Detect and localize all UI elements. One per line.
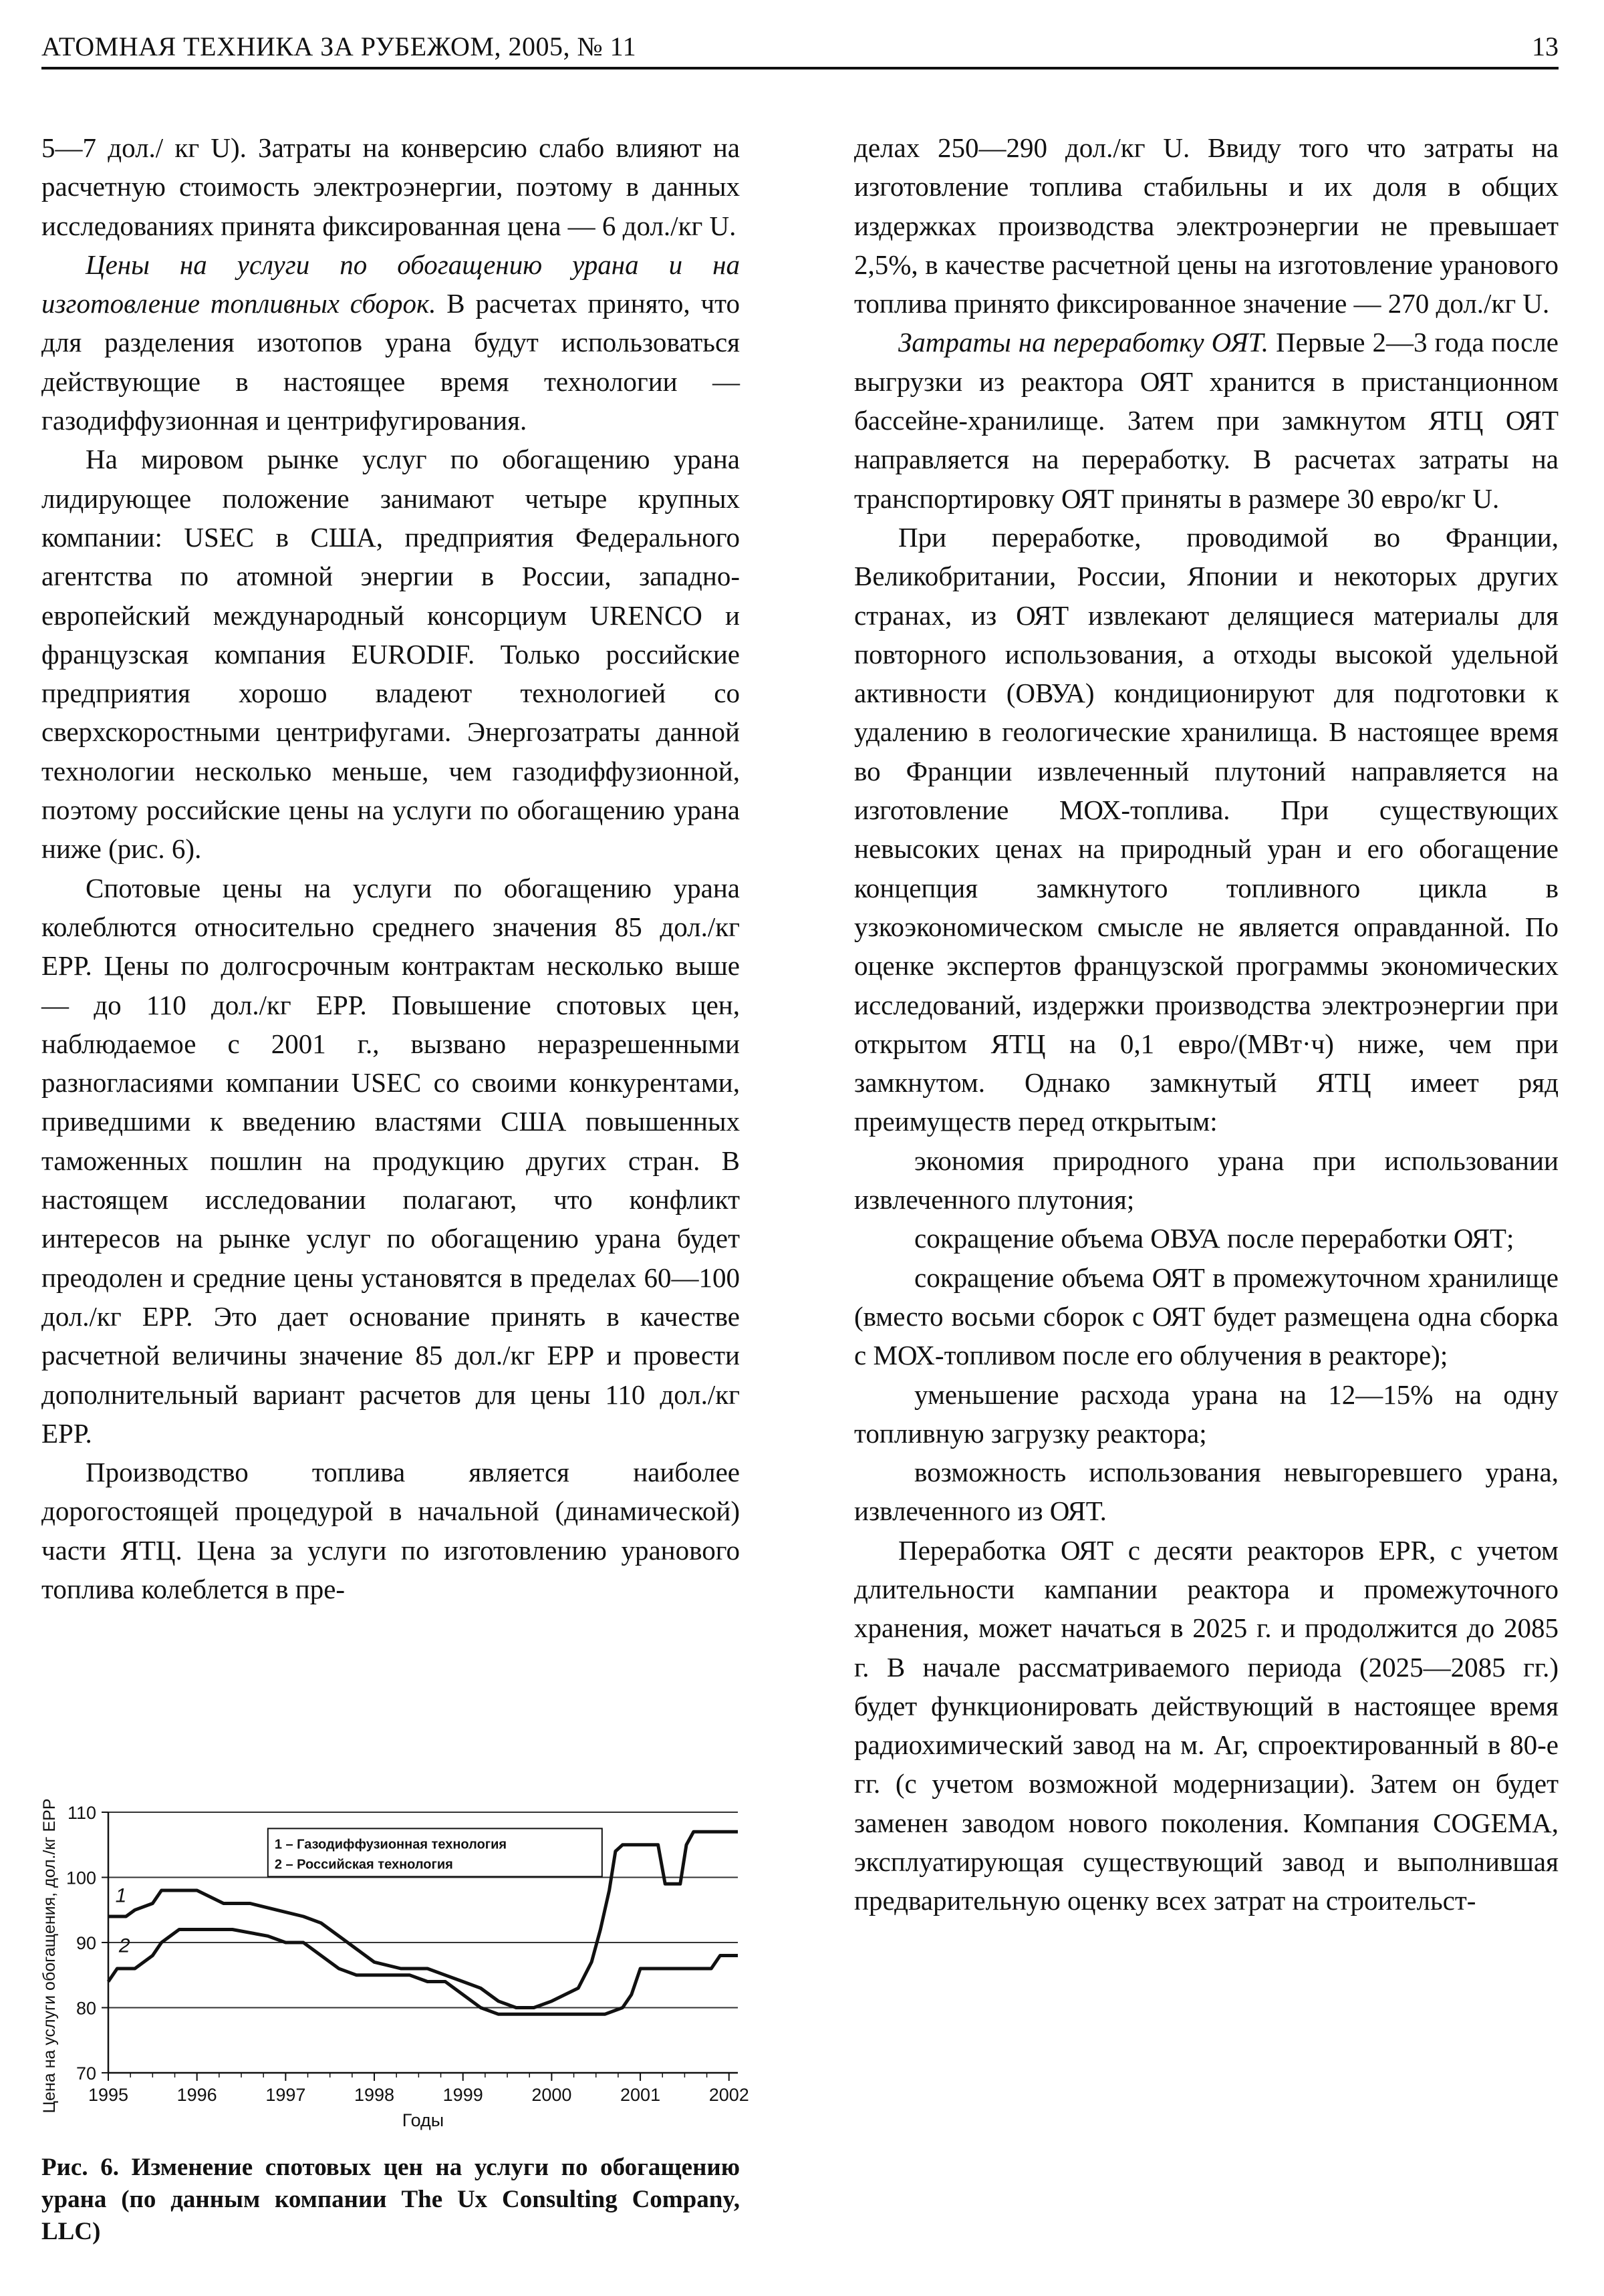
right-paragraph-4: Переработка ОЯТ с десяти реакторов EPR, с учетом длительности кампании реактора и промежуточного хранения, может начаться в 2025 г. и продолжится до 2085 г. В начале рассматриваемого периода (2025—2085 гг.) будет функционировать действующий в настоящее время радиохимический завод на м. Аг, спроектированный в 80-е гг. (с учетом возможной модернизации). Затем он будет заменен заводом нового поколения. Компания COGEMA, эксплуатирующая существующий завод и выполнившая предварительную оценку всех затрат на строительст- (854, 1534, 1559, 1916)
x-tick-label: 2000 (531, 2085, 572, 2105)
left-paragraph-2-text: В расчетах принято, что для разделения изотопов урана будут использоваться действующие в настоящее время технологии — газодиффузионная и центрифугирования. (41, 288, 740, 436)
running-header (41, 27, 1559, 69)
journal-title: АТОМНАЯ ТЕХНИКА ЗА РУБЕЖОМ, 2005, № 11 (41, 31, 637, 61)
price-chart (35, 1785, 750, 2133)
figure-caption: Рис. 6. Изменение спотовых цен на услуги по обогащению урана (по данным компании The Ux Consulting Company, LLC) (41, 2154, 740, 2245)
left-paragraph-1: 5—7 дол./ кг U). Затраты на конверсию слабо влияют на расчетную стоимость электроэнергии, поэтому в данных исследованиях принята фиксированная цена — 6 дол./кг U. (41, 132, 740, 241)
x-tick-label: 2002 (708, 2085, 749, 2105)
figure-6 (35, 1785, 750, 2133)
x-tick-label: 1998 (354, 2085, 395, 2105)
x-tick-label: 2001 (620, 2085, 661, 2105)
y-tick-label: 110 (67, 1803, 96, 1823)
right-paragraph-1: делах 250—290 дол./кг U. Ввиду того что затраты на изготовление топлива стабильны и их доля в общих издержках производства электроэнергии не превышает 2,5%, в качестве расчетной цены на изготовление уранового топлива принято фиксированное значение — 270 дол./кг U. (854, 132, 1559, 319)
right-paragraph-2-text: Первые 2—3 года после выгрузки из реактора ОЯТ хранится в пристанционном бассейне-хранилище. Затем при замкнутом ЯТЦ ОЯТ направляется на переработку. В расчетах затраты на транспортировку ОЯТ приняты в размере 30 евро/кг U. (854, 327, 1559, 514)
y-tick-label: 80 (76, 1998, 96, 2019)
series-label-2: 2 (118, 1934, 130, 1957)
left-paragraph-4: Спотовые цены на услуги по обогащению урана колеблются относительно среднего значения 85 дол./кг ЕРР. Цены по долгосрочным контрактам несколько выше — до 110 дол./кг ЕРР. Повышение спотовых цен, наблюдаемое с 2001 г., вызвано неразрешенными разногласиями компании USEC со своими конкурентами, приведшими к введению властями США повышенных таможенных пошлин на продукцию других стран. В настоящем исследовании полагают, что конфликт интересов на рынке услуг по обогащению урана будет преодолен и средние цены установятся в пределах 60—100 дол./кг ЕРР. Это дает основание принять в качестве расчетной величины значение 85 дол./кг ЕРР и провести дополнительный вариант расчетов для цены 110 дол./кг ЕРР. (41, 872, 740, 1449)
x-axis-label: Годы (402, 2110, 444, 2130)
y-axis-label: Цена на услуги обогащения, дол./кг ЕРР (40, 1798, 59, 2114)
x-tick-label: 1997 (265, 2085, 306, 2105)
y-tick-label: 90 (76, 1933, 96, 1953)
advantage-item: возможность использования невыгоревшего урана, извлеченного из ОЯТ. (854, 1457, 1559, 1527)
series-label-1: 1 (115, 1884, 127, 1907)
left-paragraph-2 (41, 245, 740, 440)
y-tick-label: 100 (65, 1868, 96, 1888)
right-column (854, 128, 1559, 1920)
advantage-item: сокращение объема ОЯТ в промежуточном хранилище (вместо восьми сборок с ОЯТ будет размещена одна сборка с МОХ-топливом после его облучения в реакторе); (854, 1262, 1559, 1371)
legend-entry-1: 1 – Газодиффузионная технология (274, 1837, 507, 1852)
x-tick-label: 1999 (442, 2085, 483, 2105)
x-tick-label: 1996 (176, 2085, 217, 2105)
section-heading-enrichment: Цены на услуги по обогащению урана и на изготовление топливных сборок. (41, 249, 740, 319)
section-heading-reprocessing: Затраты на переработку ОЯТ. (898, 327, 1269, 358)
left-column (41, 128, 740, 1608)
legend-entry-2: 2 – Российская технология (274, 1857, 453, 1872)
left-paragraph-3: На мировом рынке услуг по обогащению урана лидирующее положение занимают четыре крупных компании: USEC в США, предприятия Федерального агентства по атомной энергии в России, западно-европейский международный консорциум URENCO и французская компания EURODIF. Только российские предприятия хорошо владеют технологией со сверхскоростными центрифугами. Энергозатраты данной технологии несколько меньше, чем газодиффузионной, поэтому российские цены на услуги по обогащению урана ниже (рис. 6). (41, 444, 740, 865)
x-tick-label: 1995 (88, 2085, 129, 2105)
page-number: 13 (1532, 31, 1559, 61)
y-tick-label: 70 (76, 2063, 96, 2084)
advantage-item: сокращение объема ОВУА после переработки ОЯТ; (914, 1223, 1514, 1254)
advantage-item: экономия природного урана при использовании извлеченного плутония; (854, 1145, 1559, 1215)
left-paragraph-5: Производство топлива является наиболее дорогостоящей процедурой в начальной (динамической) части ЯТЦ. Цена за услуги по изготовлению уранового топлива колеблется в пре- (41, 1457, 740, 1604)
right-paragraph-2 (854, 323, 1559, 517)
right-paragraph-3: При переработке, проводимой во Франции, Великобритании, России, Японии и некоторых других странах, из ОЯТ извлекают делящиеся материалы для повторного использования, а отходы высокой удельной активности (ОВУА) кондиционируют для подготовки к удалению в геологические хранилища. В настоящее время во Франции извлеченный плутоний направляется на изготовление МОХ-топлива. При существующих невысоких ценах на природный уран и его обогащение концепция замкнутого топливного цикла в узкоэкономическом смысле не является оправданной. По оценке экспертов французской программы экономических исследований, издержки производства электроэнергии при открытом ЯТЦ на 0,1 евро/(МВт·ч) ниже, чем при замкнутом. Однако замкнутый ЯТЦ имеет ряд преимуществ перед открытым: (854, 521, 1559, 1137)
advantage-item: уменьшение расхода урана на 12—15% на одну топливную загрузку реактора; (854, 1379, 1559, 1449)
